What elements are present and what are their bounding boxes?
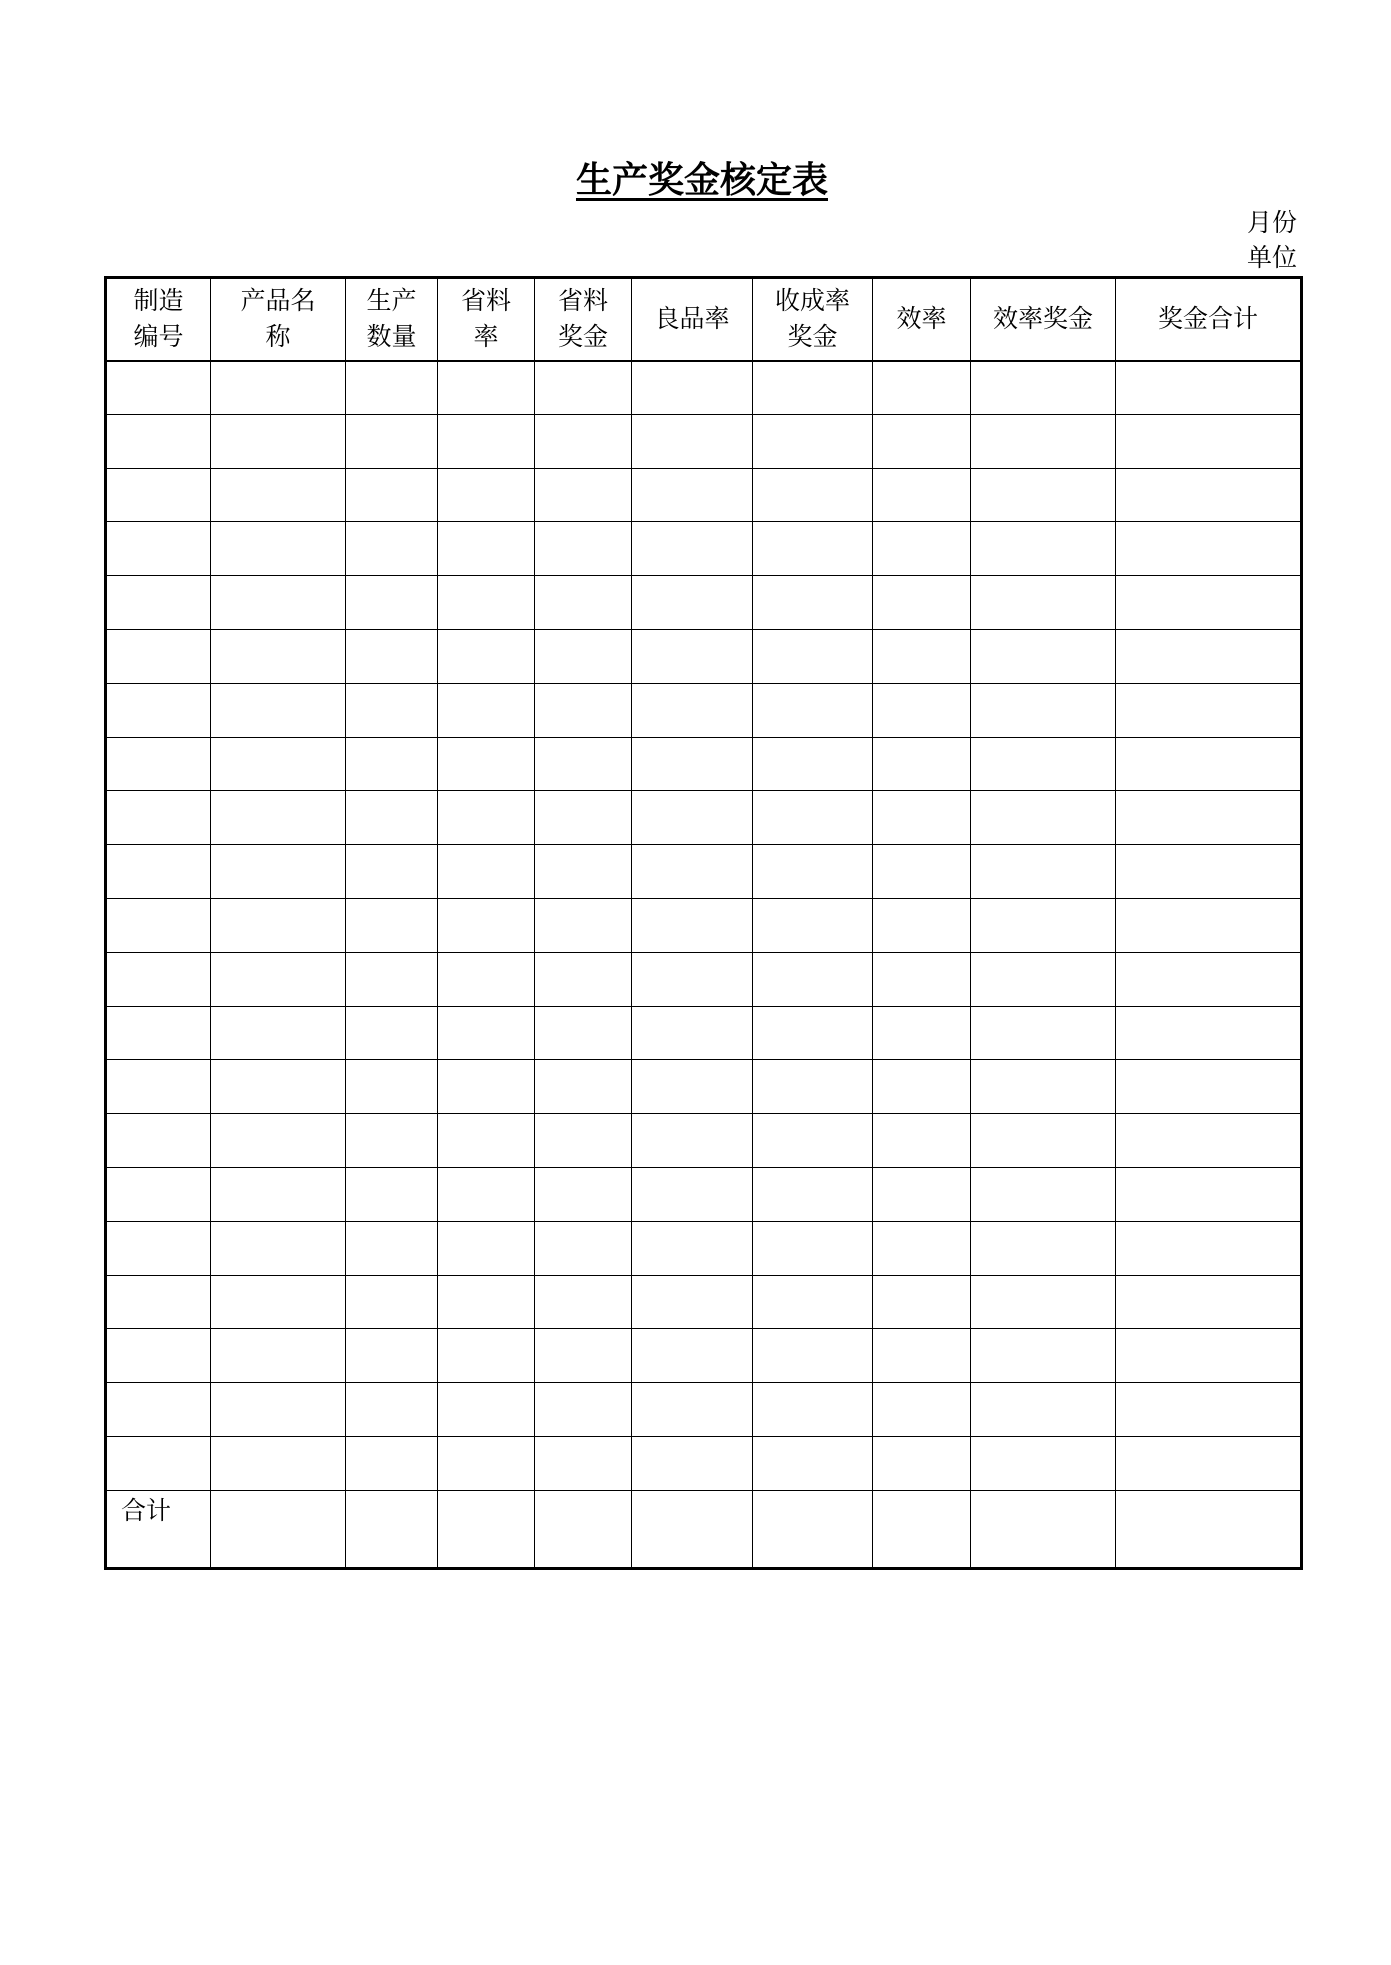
table-cell[interactable]: [535, 952, 632, 1006]
table-cell[interactable]: [753, 1060, 873, 1114]
table-cell[interactable]: [1116, 1167, 1302, 1221]
table-cell[interactable]: [873, 737, 971, 791]
total-row: [106, 1490, 1302, 1568]
table-cell[interactable]: [971, 1329, 1116, 1383]
table-row: [106, 737, 1302, 791]
table-cell[interactable]: [211, 1006, 346, 1060]
table-cell[interactable]: [106, 898, 211, 952]
table-cell[interactable]: [106, 361, 211, 415]
table-cell[interactable]: [535, 522, 632, 576]
table-cell[interactable]: [753, 952, 873, 1006]
table-cell[interactable]: [971, 576, 1116, 630]
table-cell[interactable]: [535, 1329, 632, 1383]
table-cell[interactable]: [438, 791, 535, 845]
table-cell[interactable]: [346, 1006, 438, 1060]
table-cell[interactable]: [106, 1221, 211, 1275]
table-cell[interactable]: [753, 683, 873, 737]
column-header: [438, 278, 535, 361]
table-cell[interactable]: [211, 1221, 346, 1275]
table-cell[interactable]: [873, 791, 971, 845]
table-row: [106, 845, 1302, 899]
table-cell[interactable]: [632, 791, 753, 845]
table-cell[interactable]: [346, 1329, 438, 1383]
table-cell[interactable]: [1116, 791, 1302, 845]
table-cell[interactable]: [106, 1006, 211, 1060]
table-cell[interactable]: [535, 361, 632, 415]
total-cell[interactable]: [346, 1490, 438, 1568]
total-cell[interactable]: [753, 1490, 873, 1568]
table-cell[interactable]: [535, 737, 632, 791]
table-cell[interactable]: [753, 791, 873, 845]
column-header-line: 数量: [366, 322, 417, 352]
table-cell[interactable]: [346, 1060, 438, 1114]
table-cell[interactable]: [971, 1167, 1116, 1221]
table-row: [106, 361, 1302, 415]
column-header-line: 效率奖金: [992, 304, 1093, 334]
table-cell[interactable]: [753, 845, 873, 899]
column-header-line: 率: [473, 322, 499, 352]
table-row: [106, 414, 1302, 468]
table-cell[interactable]: [346, 1114, 438, 1168]
table-cell[interactable]: [106, 1383, 211, 1437]
table-cell[interactable]: [106, 1167, 211, 1221]
page-title: 生产奖金核定表: [575, 160, 828, 201]
table-row: [106, 898, 1302, 952]
table-cell[interactable]: [873, 1060, 971, 1114]
table-cell[interactable]: [1116, 1060, 1302, 1114]
month-label: 月份: [1246, 208, 1297, 237]
table-cell[interactable]: [211, 1329, 346, 1383]
table-cell[interactable]: [535, 414, 632, 468]
table-cell[interactable]: [106, 683, 211, 737]
table-cell[interactable]: [753, 1436, 873, 1490]
table-cell[interactable]: [438, 576, 535, 630]
table-cell[interactable]: [1116, 737, 1302, 791]
column-header-line: 省料: [557, 286, 608, 316]
table-cell[interactable]: [632, 468, 753, 522]
table-cell[interactable]: [106, 414, 211, 468]
table-cell[interactable]: [535, 1221, 632, 1275]
table-cell[interactable]: [632, 576, 753, 630]
table-cell[interactable]: [632, 1114, 753, 1168]
table-cell[interactable]: [971, 1436, 1116, 1490]
table-cell[interactable]: [535, 629, 632, 683]
table-cell[interactable]: [971, 845, 1116, 899]
table-cell[interactable]: [632, 1436, 753, 1490]
table-cell[interactable]: [971, 1114, 1116, 1168]
table-cell[interactable]: [346, 576, 438, 630]
table-cell[interactable]: [438, 1114, 535, 1168]
table-cell[interactable]: [346, 414, 438, 468]
table-cell[interactable]: [211, 414, 346, 468]
table-cell[interactable]: [971, 1006, 1116, 1060]
table-cell[interactable]: [106, 737, 211, 791]
bonus-table: [104, 276, 1303, 1570]
table-cell[interactable]: [438, 1329, 535, 1383]
table-cell[interactable]: [438, 1275, 535, 1329]
table-cell[interactable]: [971, 1383, 1116, 1437]
table-cell[interactable]: [438, 845, 535, 899]
table-cell[interactable]: [346, 737, 438, 791]
table-cell[interactable]: [1116, 468, 1302, 522]
table-cell[interactable]: [632, 1221, 753, 1275]
table-cell[interactable]: [873, 1275, 971, 1329]
table-cell[interactable]: [535, 898, 632, 952]
table-cell[interactable]: [535, 1060, 632, 1114]
table-cell[interactable]: [346, 1221, 438, 1275]
table-cell[interactable]: [632, 361, 753, 415]
table-cell[interactable]: [438, 522, 535, 576]
table-cell[interactable]: [873, 1006, 971, 1060]
table-cell[interactable]: [346, 898, 438, 952]
table-cell[interactable]: [971, 683, 1116, 737]
table-cell[interactable]: [971, 414, 1116, 468]
table-cell[interactable]: [211, 629, 346, 683]
table-cell[interactable]: [106, 1436, 211, 1490]
table-cell[interactable]: [438, 683, 535, 737]
table-cell[interactable]: [1116, 1221, 1302, 1275]
table-cell[interactable]: [211, 845, 346, 899]
table-cell[interactable]: [211, 791, 346, 845]
table-cell[interactable]: [753, 1221, 873, 1275]
table-cell[interactable]: [873, 683, 971, 737]
table-row: [106, 1006, 1302, 1060]
table-cell[interactable]: [106, 952, 211, 1006]
table-cell[interactable]: [753, 1167, 873, 1221]
table-row: [106, 629, 1302, 683]
table-cell[interactable]: [632, 1275, 753, 1329]
total-cell[interactable]: [632, 1490, 753, 1568]
table-cell[interactable]: [346, 1383, 438, 1437]
table-row: [106, 683, 1302, 737]
column-header-line: 生产: [366, 286, 417, 316]
table-cell[interactable]: [632, 845, 753, 899]
header-row: [106, 278, 1302, 361]
table-cell[interactable]: [106, 1275, 211, 1329]
column-header: [346, 278, 438, 361]
table-cell[interactable]: [535, 791, 632, 845]
table-cell[interactable]: [632, 1329, 753, 1383]
table-row: [106, 1221, 1302, 1275]
table-cell[interactable]: [211, 361, 346, 415]
column-header-line: 制造: [133, 286, 184, 316]
table-row: [106, 576, 1302, 630]
table-cell[interactable]: [535, 1006, 632, 1060]
table-cell[interactable]: [211, 1060, 346, 1114]
table-cell[interactable]: [1116, 1383, 1302, 1437]
table-row: [106, 1167, 1302, 1221]
table-cell[interactable]: [211, 1167, 346, 1221]
table-cell[interactable]: [1116, 1329, 1302, 1383]
table-cell[interactable]: [211, 1114, 346, 1168]
table-row: [106, 791, 1302, 845]
table-cell[interactable]: [106, 1329, 211, 1383]
table-row: [106, 1329, 1302, 1383]
table-cell[interactable]: [632, 1006, 753, 1060]
table-cell[interactable]: [346, 1436, 438, 1490]
table-cell[interactable]: [873, 1167, 971, 1221]
table-cell[interactable]: [106, 1060, 211, 1114]
table-cell[interactable]: [873, 414, 971, 468]
table-cell[interactable]: [873, 952, 971, 1006]
column-header: [753, 278, 873, 361]
table-cell[interactable]: [438, 1436, 535, 1490]
table-cell[interactable]: [971, 468, 1116, 522]
table-cell[interactable]: [438, 1221, 535, 1275]
total-cell[interactable]: [211, 1490, 346, 1568]
table-cell[interactable]: [438, 1060, 535, 1114]
table-cell[interactable]: [535, 468, 632, 522]
table-cell[interactable]: [346, 1275, 438, 1329]
table-cell[interactable]: [211, 468, 346, 522]
table-cell[interactable]: [346, 468, 438, 522]
table-cell[interactable]: [873, 845, 971, 899]
table-row: [106, 1436, 1302, 1490]
table-cell[interactable]: [873, 468, 971, 522]
column-header-line: 收成率: [774, 286, 850, 316]
table-cell[interactable]: [873, 1329, 971, 1383]
table-cell[interactable]: [1116, 576, 1302, 630]
table-cell[interactable]: [632, 414, 753, 468]
table-cell[interactable]: [438, 952, 535, 1006]
table-cell[interactable]: [535, 1436, 632, 1490]
table-cell[interactable]: [632, 1383, 753, 1437]
table-cell[interactable]: [971, 361, 1116, 415]
table-cell[interactable]: [211, 898, 346, 952]
column-header: [971, 278, 1116, 361]
table-cell[interactable]: [106, 576, 211, 630]
table-row: [106, 1060, 1302, 1114]
table-row: [106, 952, 1302, 1006]
table-cell[interactable]: [106, 791, 211, 845]
table-cell[interactable]: [211, 737, 346, 791]
table-cell[interactable]: [971, 791, 1116, 845]
table-cell[interactable]: [753, 898, 873, 952]
column-header-line: 效率: [896, 304, 947, 334]
total-cell[interactable]: [535, 1490, 632, 1568]
table-cell[interactable]: [211, 952, 346, 1006]
table-cell[interactable]: [971, 1060, 1116, 1114]
table-cell[interactable]: [753, 737, 873, 791]
table-cell[interactable]: [753, 522, 873, 576]
column-header: [106, 278, 211, 361]
table-cell[interactable]: [535, 1114, 632, 1168]
table-cell[interactable]: [1116, 629, 1302, 683]
table-cell[interactable]: [873, 522, 971, 576]
table-cell[interactable]: [632, 898, 753, 952]
table-cell[interactable]: [971, 952, 1116, 1006]
table-cell[interactable]: [632, 683, 753, 737]
table-cell[interactable]: [346, 522, 438, 576]
table-cell[interactable]: [971, 1275, 1116, 1329]
table-cell[interactable]: [535, 845, 632, 899]
table-cell[interactable]: [535, 1167, 632, 1221]
table-cell[interactable]: [873, 1436, 971, 1490]
table-cell[interactable]: [971, 1221, 1116, 1275]
table-cell[interactable]: [106, 522, 211, 576]
table-cell[interactable]: [971, 522, 1116, 576]
column-header: [535, 278, 632, 361]
table-cell[interactable]: [1116, 361, 1302, 415]
column-header-line: 省料: [460, 286, 511, 316]
table-cell[interactable]: [438, 737, 535, 791]
total-cell[interactable]: [1116, 1490, 1302, 1568]
table-cell[interactable]: [753, 1329, 873, 1383]
column-header-line: 奖金合计: [1157, 304, 1258, 334]
table-cell[interactable]: [873, 629, 971, 683]
table-cell[interactable]: [346, 1167, 438, 1221]
table-cell[interactable]: [753, 468, 873, 522]
table-row: [106, 1275, 1302, 1329]
table-row: [106, 468, 1302, 522]
total-cell[interactable]: [971, 1490, 1116, 1568]
table-cell[interactable]: [1116, 683, 1302, 737]
table-cell[interactable]: [873, 576, 971, 630]
table-cell[interactable]: [535, 1275, 632, 1329]
table-cell[interactable]: [873, 1221, 971, 1275]
table-cell[interactable]: [632, 522, 753, 576]
table-cell[interactable]: [346, 791, 438, 845]
table-cell[interactable]: [106, 468, 211, 522]
table-cell[interactable]: [211, 576, 346, 630]
table-cell[interactable]: [211, 1383, 346, 1437]
table-cell[interactable]: [1116, 845, 1302, 899]
table-cell[interactable]: [1116, 1114, 1302, 1168]
table-cell[interactable]: [753, 414, 873, 468]
table-cell[interactable]: [632, 1060, 753, 1114]
table-cell[interactable]: [346, 952, 438, 1006]
table-cell[interactable]: [753, 1383, 873, 1437]
table-cell[interactable]: [753, 576, 873, 630]
table-cell[interactable]: [346, 683, 438, 737]
table-cell[interactable]: [753, 1006, 873, 1060]
table-cell[interactable]: [438, 468, 535, 522]
table-cell[interactable]: [438, 898, 535, 952]
column-header: [632, 278, 753, 361]
table-cell[interactable]: [1116, 1006, 1302, 1060]
table-cell[interactable]: [106, 845, 211, 899]
column-header-line: 产品名: [240, 286, 316, 316]
table-cell[interactable]: [211, 683, 346, 737]
table-cell[interactable]: [438, 414, 535, 468]
column-header-line: 编号: [133, 322, 184, 352]
table-cell[interactable]: [1116, 414, 1302, 468]
column-header-line: 奖金: [557, 322, 608, 352]
table-cell[interactable]: [106, 629, 211, 683]
table-cell[interactable]: [873, 1383, 971, 1437]
column-header-line: 称: [265, 322, 291, 352]
table-cell[interactable]: [632, 629, 753, 683]
column-header: [1116, 278, 1302, 361]
column-header-line: 奖金: [787, 322, 838, 352]
table-cell[interactable]: [1116, 522, 1302, 576]
table-cell[interactable]: [971, 629, 1116, 683]
table-cell[interactable]: [971, 898, 1116, 952]
total-cell[interactable]: [873, 1490, 971, 1568]
table-cell[interactable]: [438, 629, 535, 683]
table-cell[interactable]: [346, 845, 438, 899]
table-cell[interactable]: [211, 1275, 346, 1329]
total-cell[interactable]: [438, 1490, 535, 1568]
column-header: [873, 278, 971, 361]
table-cell[interactable]: [346, 361, 438, 415]
total-label: 合计: [106, 1490, 211, 1568]
table-cell[interactable]: [971, 737, 1116, 791]
table-row: [106, 522, 1302, 576]
table-cell[interactable]: [753, 1275, 873, 1329]
unit-label: 单位: [1246, 243, 1297, 272]
table-cell[interactable]: [873, 898, 971, 952]
table-cell[interactable]: [438, 1167, 535, 1221]
table-cell[interactable]: [753, 629, 873, 683]
table-cell[interactable]: [632, 737, 753, 791]
table-cell[interactable]: [632, 952, 753, 1006]
table-row: [106, 1383, 1302, 1437]
table-cell[interactable]: [211, 522, 346, 576]
table-cell[interactable]: [438, 1006, 535, 1060]
table-cell[interactable]: [873, 1114, 971, 1168]
table-cell[interactable]: [211, 1436, 346, 1490]
table-cell[interactable]: [1116, 898, 1302, 952]
table-row: [106, 1114, 1302, 1168]
table-cell[interactable]: [535, 576, 632, 630]
table-cell[interactable]: [438, 361, 535, 415]
table-cell[interactable]: [438, 1383, 535, 1437]
table-cell[interactable]: [535, 683, 632, 737]
table-cell[interactable]: [535, 1383, 632, 1437]
table-cell[interactable]: [753, 1114, 873, 1168]
column-header: [211, 278, 346, 361]
table-cell[interactable]: [1116, 1275, 1302, 1329]
table-cell[interactable]: [1116, 1436, 1302, 1490]
table-cell[interactable]: [753, 361, 873, 415]
table-cell[interactable]: [632, 1167, 753, 1221]
table-cell[interactable]: [873, 361, 971, 415]
table-cell[interactable]: [1116, 952, 1302, 1006]
table-cell[interactable]: [346, 629, 438, 683]
column-header-line: 良品率: [654, 304, 730, 334]
table-cell[interactable]: [106, 1114, 211, 1168]
